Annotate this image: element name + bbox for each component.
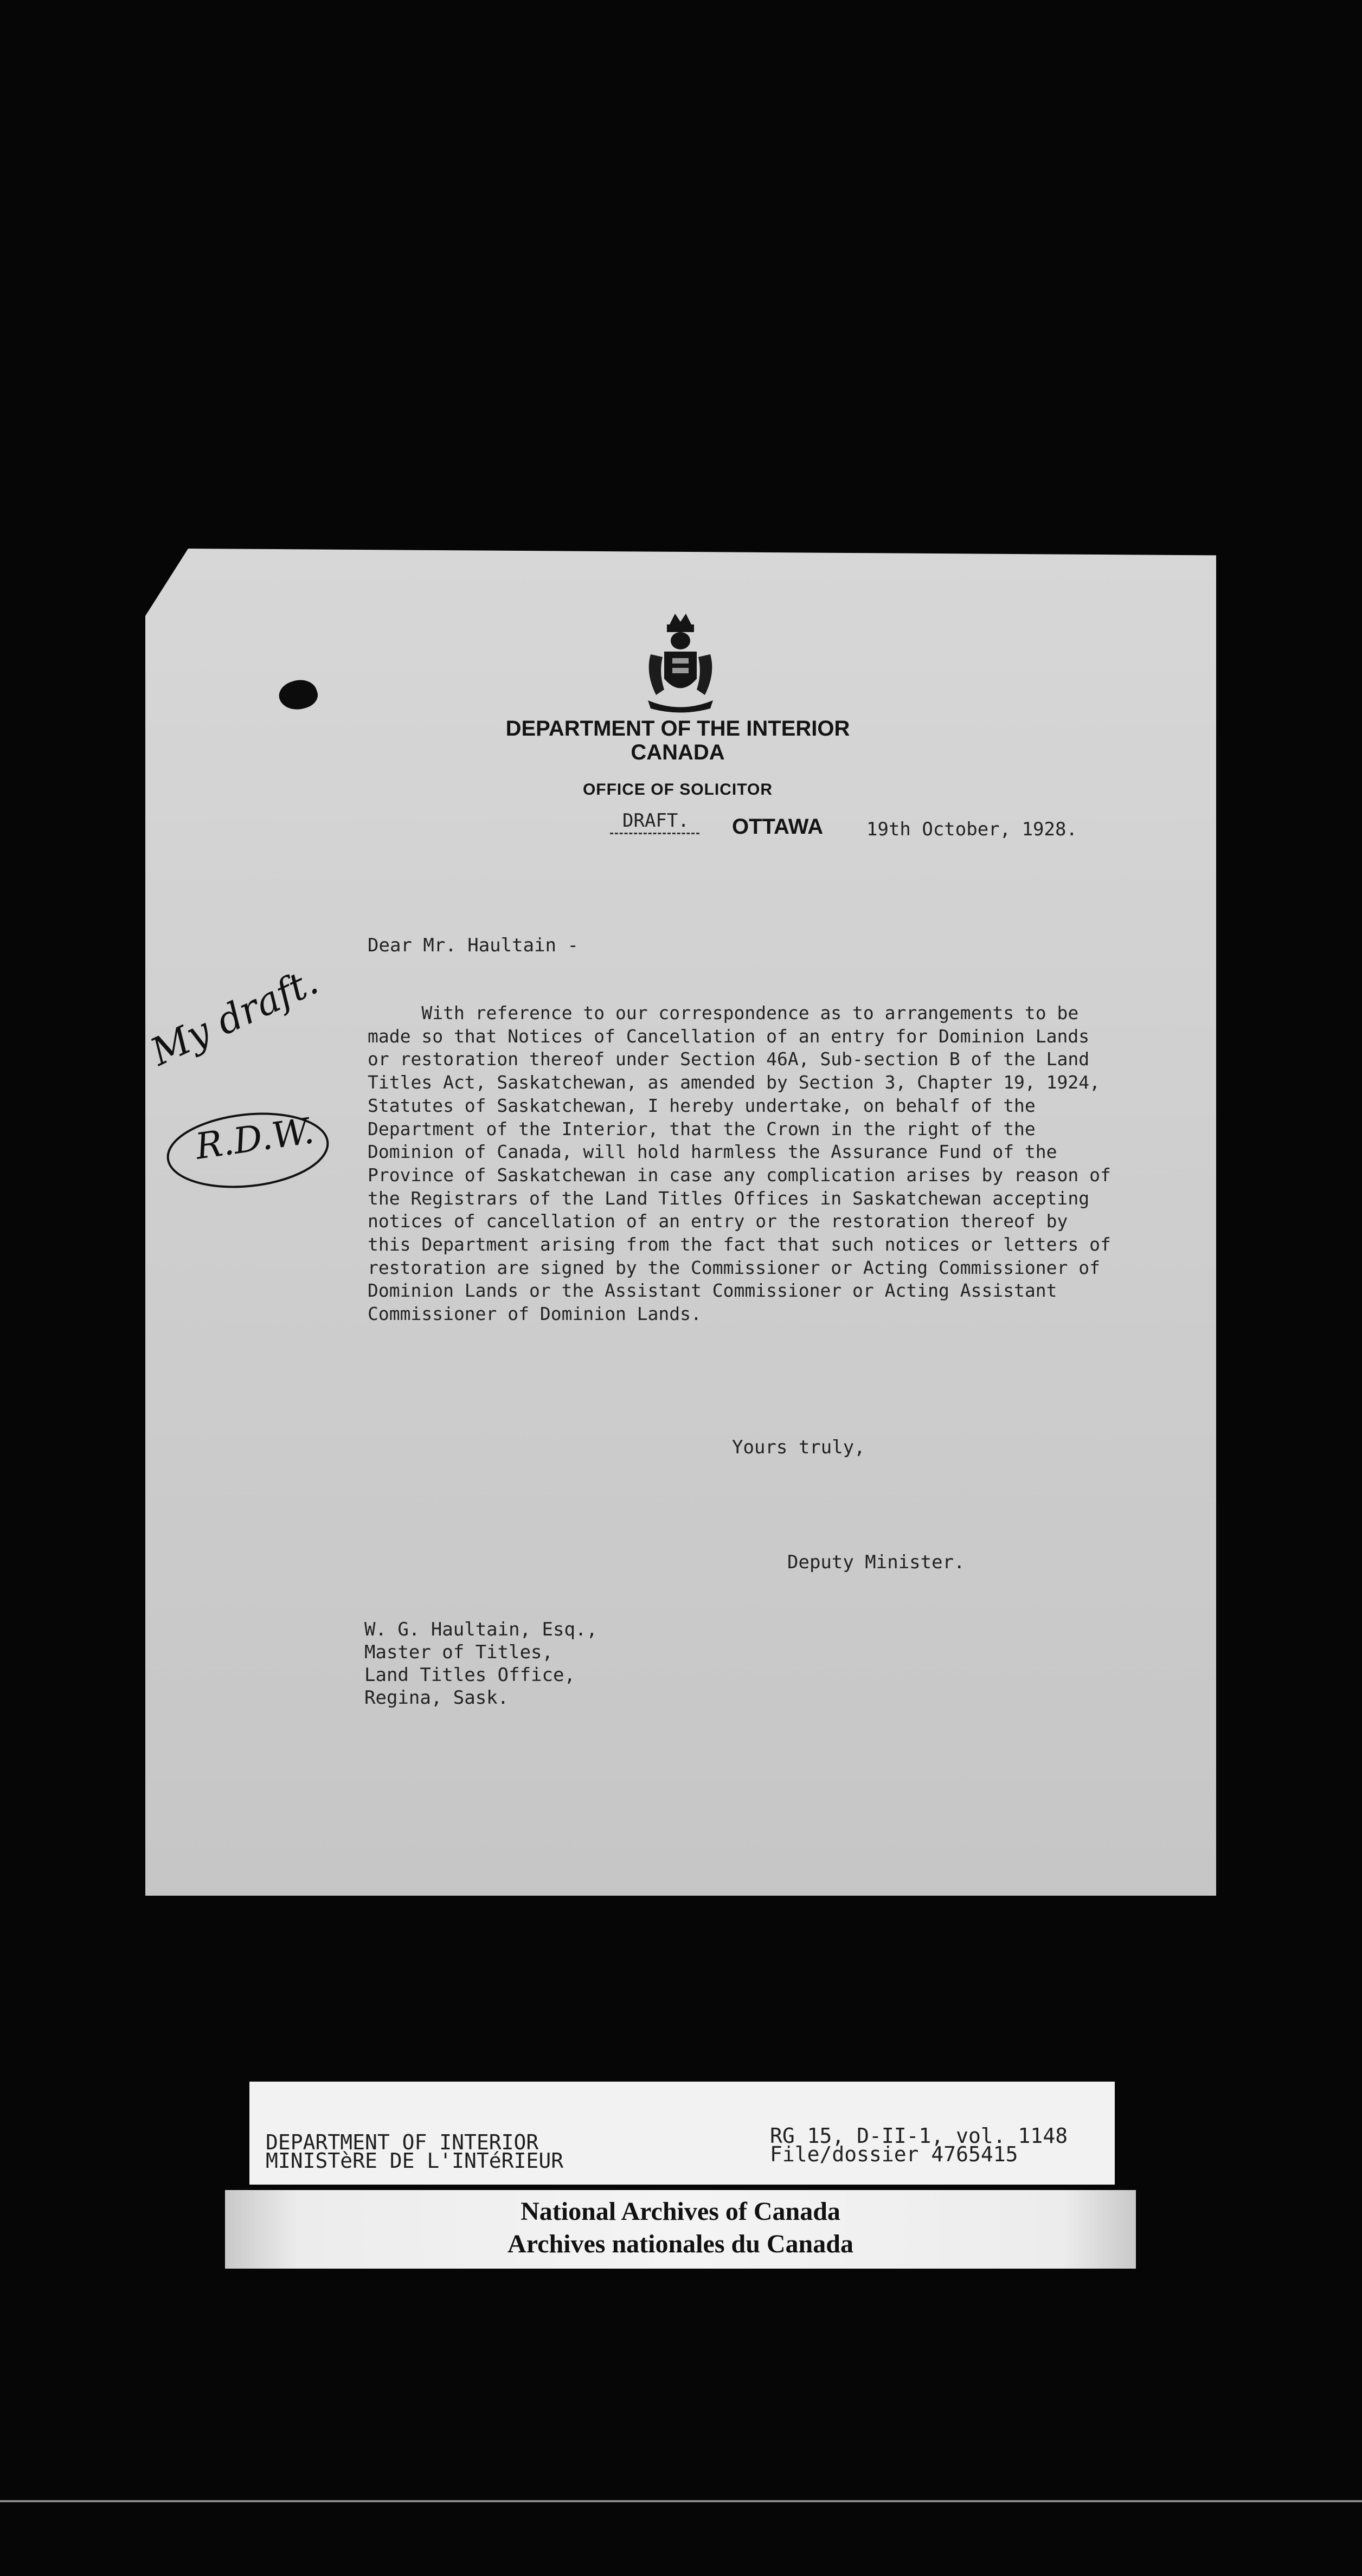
- body-line: With reference to our correspondence as to arrangements to be: [368, 1002, 1079, 1023]
- card-record-group: RG 15, D-II-1, vol. 1148: [770, 2124, 1068, 2148]
- recipient-address: [364, 1618, 598, 1709]
- handwritten-note: My draft.: [144, 958, 325, 1074]
- frame-bottom-rule: [0, 2500, 1362, 2502]
- body-line: the Registrars of the Land Titles Offices in Saskatchewan accepting: [368, 1187, 1090, 1209]
- card-department-en: DEPARTMENT OF INTERIOR: [266, 2130, 539, 2154]
- draft-underline: [610, 833, 699, 834]
- office-heading: OFFICE OF SOLICITOR: [582, 781, 773, 798]
- address-line: W. G. Haultain, Esq.,: [364, 1619, 598, 1640]
- body-line: Dominion Lands or the Assistant Commissioner or Acting Assistant: [368, 1280, 1057, 1302]
- country-heading: CANADA: [631, 740, 725, 764]
- letter-city: OTTAWA: [732, 815, 824, 839]
- address-line: Regina, Sask.: [364, 1687, 509, 1709]
- body-line: restoration are signed by the Commissioner or Acting Commissioner of: [368, 1257, 1101, 1278]
- body-line: Province of Saskatchewan in case any complication arises by reason of: [368, 1164, 1111, 1186]
- body-line: Statutes of Saskatchewan, I hereby undertake, on behalf of the: [368, 1094, 1036, 1116]
- address-line: Land Titles Office,: [364, 1664, 575, 1686]
- signatory: Deputy Minister.: [787, 1551, 965, 1573]
- body-line: Commissioner of Dominion Lands.: [368, 1303, 702, 1325]
- archive-name-en: National Archives of Canada: [521, 2197, 840, 2226]
- body-line: or restoration thereof under Section 46A, Sub-section B of the Land: [368, 1048, 1090, 1070]
- draft-mark: DRAFT.: [622, 810, 689, 832]
- salutation: Dear Mr. Haultain -: [368, 935, 579, 956]
- body-line: made so that Notices of Cancellation of an entry for Dominion Lands: [368, 1025, 1090, 1047]
- letter-body: [368, 1002, 1154, 1326]
- body-line: Department of the Interior, that the Crown in the right of the: [368, 1118, 1036, 1139]
- archive-name-fr: Archives nationales du Canada: [507, 2230, 853, 2258]
- coat-of-arms-icon: [640, 608, 721, 717]
- closing: Yours truly,: [732, 1437, 865, 1458]
- handwritten-initials: R.D.W.: [192, 1110, 317, 1168]
- body-line: Titles Act, Saskatchewan, as amended by Section 3, Chapter 19, 1924,: [368, 1072, 1101, 1093]
- card-department-fr: MINISTèRE DE L'INTéRIEUR: [266, 2149, 564, 2173]
- archive-label: [225, 2190, 1136, 2269]
- card-file-number: File/dossier 4765415: [770, 2142, 1018, 2166]
- address-line: Master of Titles,: [364, 1641, 553, 1663]
- body-line: this Department arising from the fact that such notices or letters of: [368, 1234, 1111, 1255]
- letter-date: 19th October, 1928.: [866, 819, 1077, 840]
- body-line: notices of cancellation of an entry or the restoration thereof by: [368, 1210, 1068, 1232]
- department-heading: DEPARTMENT OF THE INTERIOR: [505, 717, 850, 740]
- archive-reference-card: [249, 2082, 1115, 2185]
- body-line: Dominion of Canada, will hold harmless the Assurance Fund of the: [368, 1141, 1057, 1163]
